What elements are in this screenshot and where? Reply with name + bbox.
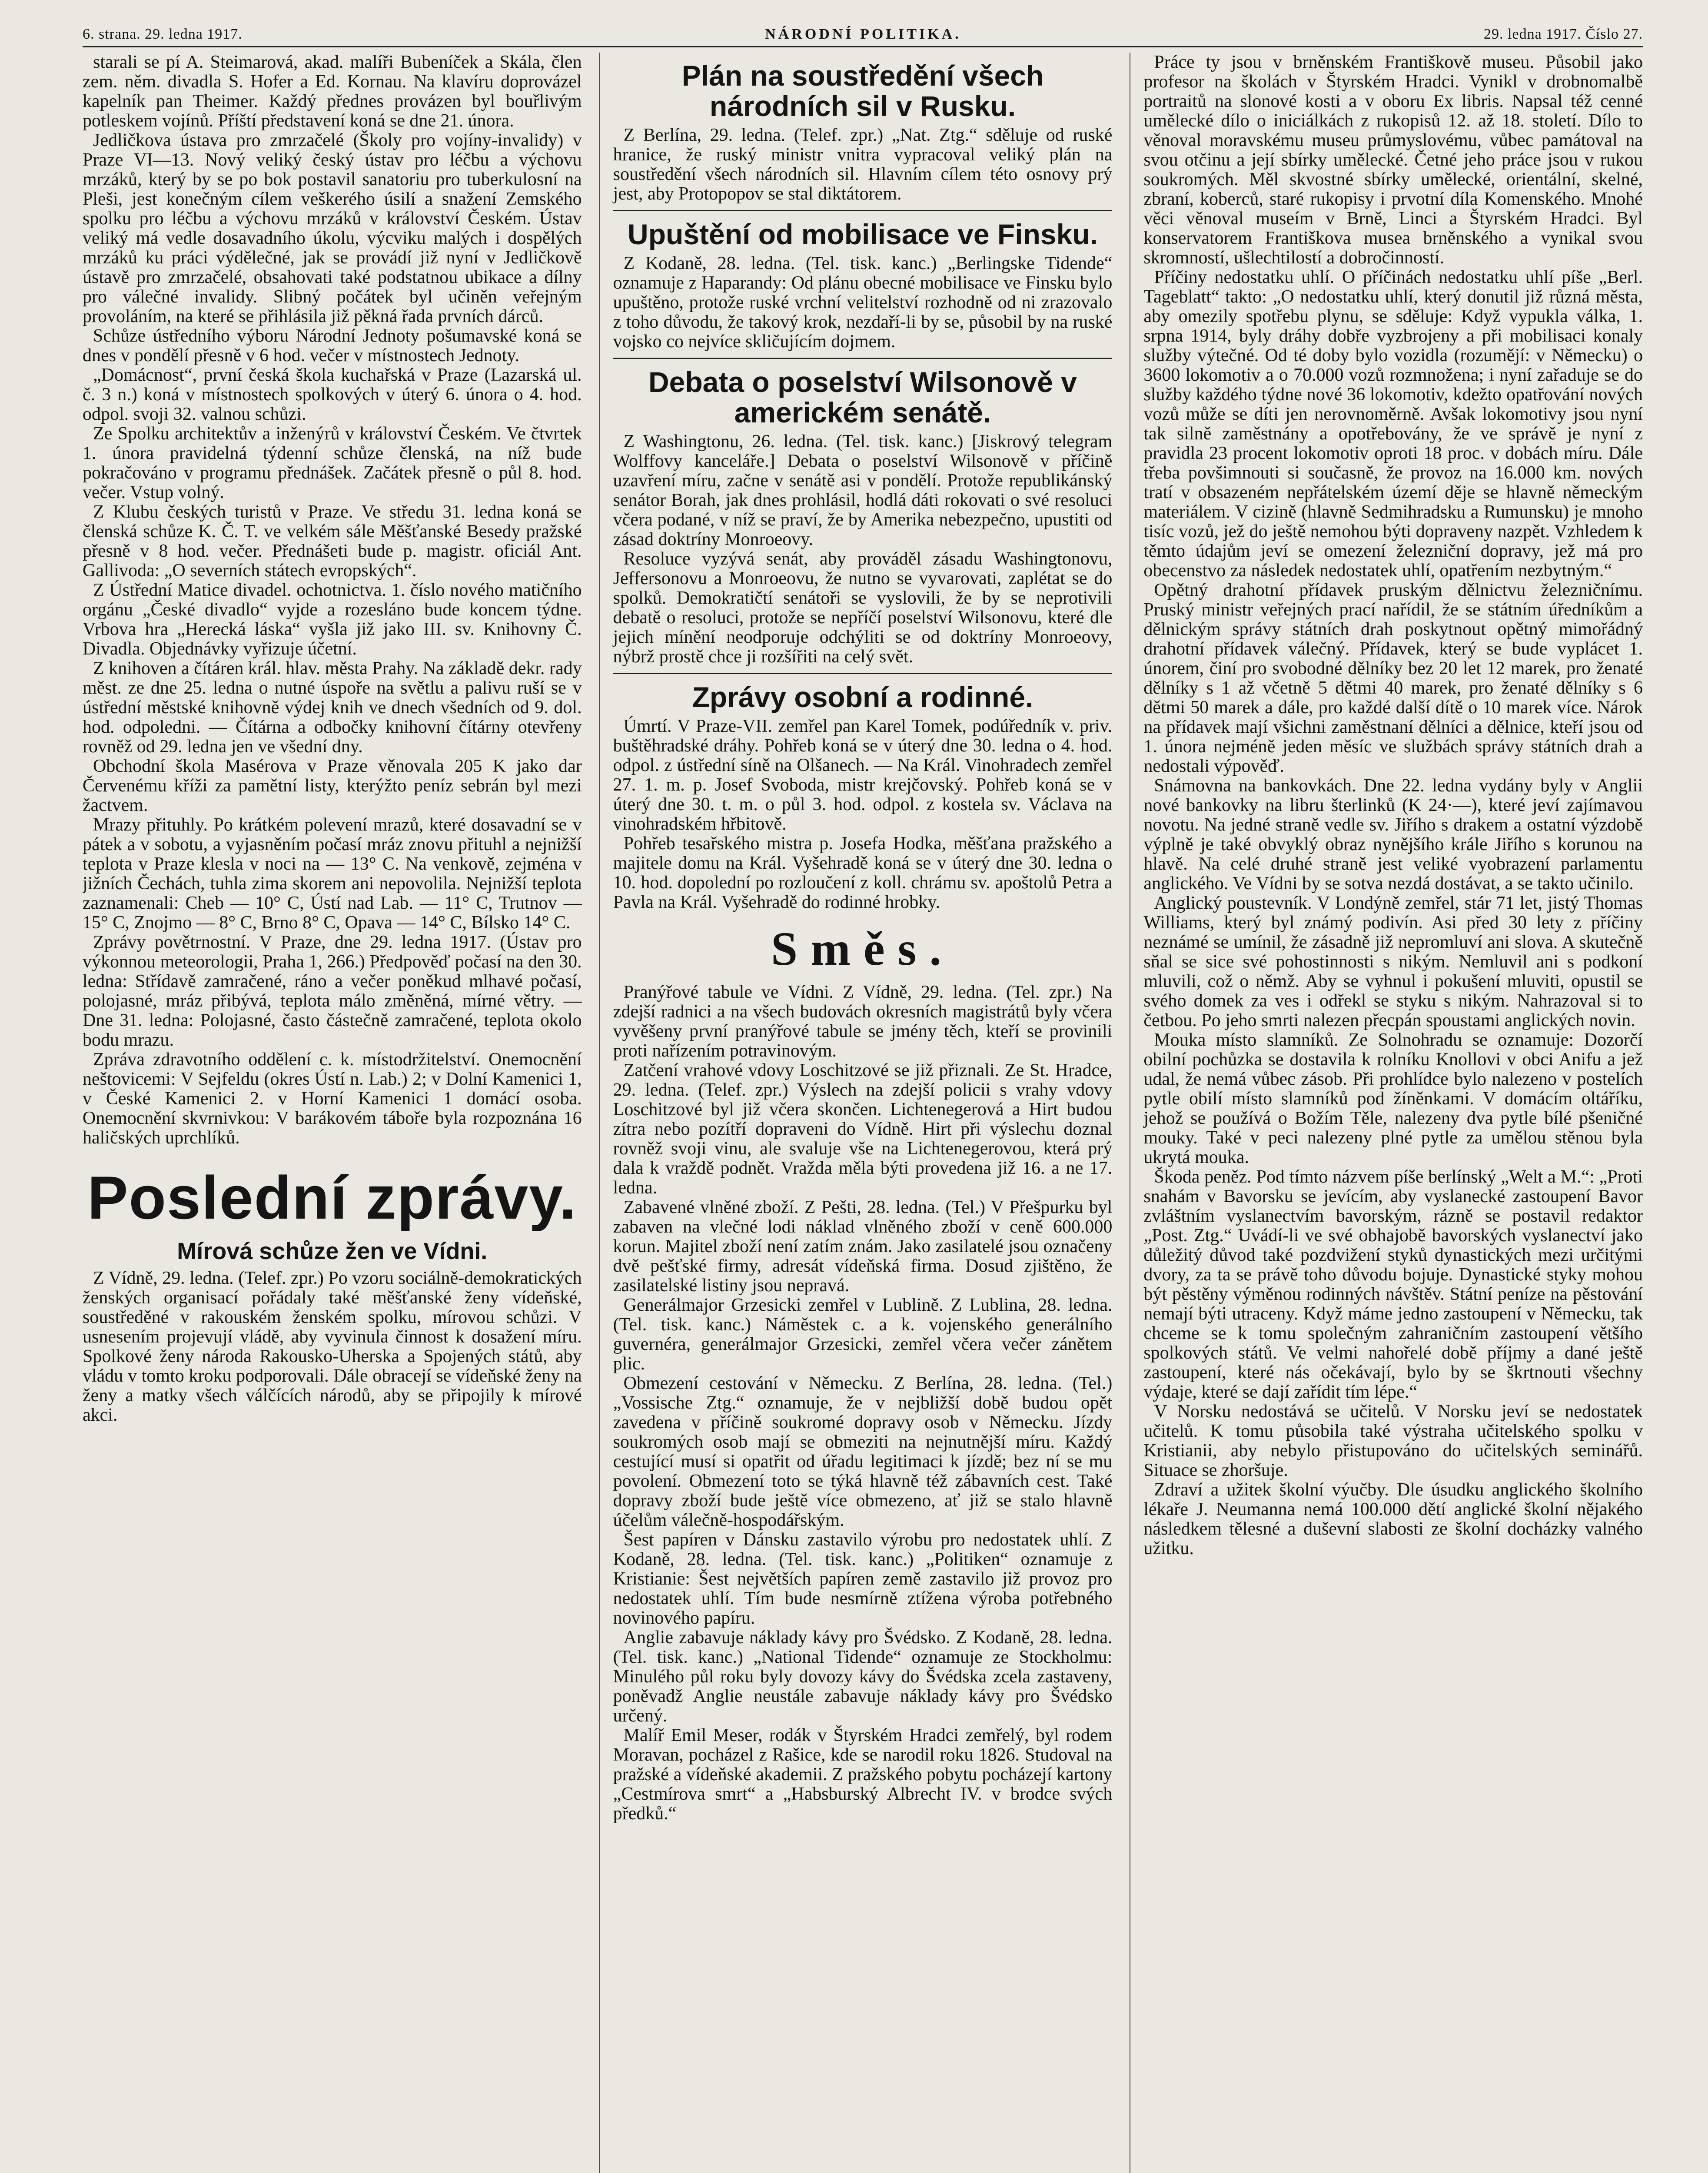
article-paragraph: Z knihoven a čítáren král. hlav. města Prahy. Na základě dekr. rady měst. ze dne 25. ledna o nutné úspoře na světlu a palivu ruší se v ústřední městské knihovně výdej knih ve dnech všedních od 9. dol. hod. odpoledni. — Čítárna a odbočky knihovní čítárny otevřeny rovněž od 29. ledna jen ve všední dny. — [83, 658, 582, 757]
article-paragraph: Mrazy přituhly. Po krátkém polevení mrazů, které dosavadní se v pátek a v sobotu, a vyjasněním počasí mráz znovu přituhl a nejnižší teplota v Praze klesla v noci na — 13° C. Na venkově, zejména v jižních Čechách, tuhla zima skorem ani nepovolila. Nejnižší teplota zaznamenali: Cheb — 10° C, Ústí nad Lab. — 11° C, Trutnov — 15° C, Znojmo — 8° C, Brno 8° C, Opava — 14° C, Bílsko 14° C. — [83, 815, 582, 933]
article-paragraph: Obchodní škola Masérova v Praze věnovala 205 K jako dar Červenému kříži za pamětní listy, kterýžto peníz sebrán byl mezi žactvem. — [83, 756, 582, 815]
article-paragraph: Úmrtí. V Praze-VII. zemřel pan Karel Tomek, podúředník v. priv. buštěhradské dráhy. Pohřeb koná se v úterý dne 30. ledna o 4. hod. odpol. z ústřední síně na Olšanech. — Na Král. Vinohradech zemřel 27. 1. m. p. Josef Svoboda, mistr krejčovský. Pohřeb koná se v úterý dne 30. t. m. o půl 3. hod. odpol. z kostela sv. Václava na vinohradském hřbitově. — [613, 716, 1113, 834]
article-paragraph: starali se pí A. Steimarová, akad. malíři Bubeníček a Skála, člen zem. něm. divadla S. Hofer a Ed. Kornau. Na klavíru doprovázel kapelník pan Theimer. Každý přednes provázen byl bouřlivým potleskem vojínů. Příští představení koná se dne 21. února. — [83, 53, 582, 131]
divider — [613, 358, 1113, 359]
section-heading-personal-news: Zprávy osobní a rodinné. — [692, 681, 1033, 713]
issue-number-date: 29. ledna 1917. Číslo 27. — [1484, 26, 1643, 42]
article-paragraph: Práce ty jsou v brněnském Františkově museu. Působil jako profesor na školách v Štyrském Hradci. Vynikl v drobnomalbě portraitů na slonové kosti a v oboru Ex libris. Napsal též cenné umělecké dílo o iniciálkách z rukopisů 12. až 18. století. Dílo to věnoval moravskému museu průmyslovému, vůbec památoval na svou otčinu a její sbírky umělecké. Četné jeho práce jsou v rukou soukromých. Měl skvostné sbírky umělecké, orientální, skelné, zbraní, koberců, staré rukopisy i prvotní díla Komenského. Mnohé věci věnoval museím v Brně, Linci a Štyrském Hradci. Byl konservatorem Františkova musea brněnského a vynikal svou skromností, ušlechtilostí a dobročinností. — [1143, 53, 1643, 268]
article-paragraph: Generálmajor Grzesicki zemřel v Lublině. Z Lublina, 28. ledna. (Tel. tisk. kanc.) Náměstek c. a k. vojenského generálního guvernéra, generálmajor Grzesicki, zemřel včera večer zánětem plic. — [613, 1295, 1113, 1374]
article-paragraph: Z Berlína, 29. ledna. (Telef. zpr.) „Nat. Ztg.“ sděluje od ruské hranice, že ruský ministr vnitra vypracoval veliký plán na soustředění všech národních sil. Hlavním cílem této osnovy prý jest, aby Protopopov se stal diktátorem. — [613, 125, 1113, 204]
article-paragraph: Schůze ústředního výboru Národní Jednoty pošumavské koná se dnes v pondělí přesně v 6 hod. večer v místnostech Jednoty. — [83, 326, 582, 365]
article-paragraph: Ze Spolku architektův a inženýrů v království Českém. Ve čtvrtek 1. února pravidelná týdenní schůze členská, na níž bude pokračováno v programu přednášek. Začátek přesně o půl 8. hod. večer. Vstup volný. — [83, 424, 582, 502]
article-paragraph: Z Ústřední Matice divadel. ochotnictva. 1. číslo nového matičního orgánu „České divadlo“ vyjde a rozesláno bude koncem týdne. Vrbova hra „Herecká láska“ vyšla již jako III. sv. Knihovny Č. Divadla. Objednávky vyřizuje účetní. — [83, 580, 582, 659]
column-3 — [1130, 53, 1643, 2173]
article-paragraph: Mouka místo slamníků. Ze Solnohradu se oznamuje: Dozorčí obilní pochůzka se dostavila k rolníku Knollovi v obci Anifu a jež udal, že nemá vůbec zásob. Při prohlídce bylo nalezeno v postelích pytle obilí místo slamníků pod žíněnkami. V domácím oltáříku, jehož se používá o Božím Těle, nalezeny dva pytle bílé pšeničné mouky. Také v peci nalezeny plné pytle za umělou stěnou byla ukrytá mouka. — [1143, 1030, 1643, 1167]
article-paragraph: Anglický poustevník. V Londýně zemřel, stár 71 let, jistý Thomas Williams, který byl známý podivín. Asi před 30 lety z příčiny neznámé se umínil, že zásadně již nepromluví ani slova. A skutečně sňal se sice své pohostinnosti s nikým. Nemluvil ani s podkoní mluvili, což o němž. Aby se vyhnul i pokušení mluviti, opustil se svého domek za ves i odřekl se styku s nikým. Nahrazoval si to četbou. Po jeho smrti nalezen přecpán spoustami anglických novin. — [1143, 893, 1643, 1030]
article-paragraph: Opětný drahotní přídavek pruským dělnictvu železničnímu. Pruský ministr veřejných prací nařídil, že se státním úředníkům a dělnickým správy státních drah poskytnout opětný mimořádný drahotní přídavek válečný. Přídavek, který se bude vyplácet 1. únorem, činí pro svobodné dělníky bez 20 let 12 marek, pro ženaté dělníky s 1 až včetně 5 dětmi 40 marek, pro ženaté dělníky s 6 dětmi 50 marek a dále, pro každé další dítě o 10 marek více. Nárok na přídavek mají všichni zaměstnaní dělníci a dělnice, kteří jsou od 1. února nejméně jeden měsíc ve službách správy státních drah a nedostali výpověď. — [1143, 580, 1643, 776]
divider — [613, 673, 1113, 674]
article-paragraph: Šest papíren v Dánsku zastavilo výrobu pro nedostatek uhlí. Z Kodaně, 28. ledna. (Tel. tisk. kanc.) „Politiken“ oznamuje z Kristianie: Šest největších papíren země zastavilo již provoz pro nedostatek uhlí. Tím bude nesmírně ztížena výroba potřebného novinového papíru. — [613, 1530, 1113, 1628]
article-paragraph: Zdraví a užitek školní výučby. Dle úsudku anglického školního lékaře J. Neumanna nemá 100.000 dětí anglické školní nějakého následkem tělesné a duševní slabosti ze školní docházky valného užitku. — [1143, 1480, 1643, 1558]
article-paragraph: Škoda peněz. Pod tímto názvem píše berlínský „Welt a M.“: „Proti snahám v Bavorsku se jevícím, aby vyslanecké zastoupení Bavor zvláštním vyslanectvím bavorským, rázně se postavil redaktor „Post. Ztg.“ Uvádí-li ve své obhajobě bavorských vyslanectví jako důležitý důvod také pozdvižení styků dynastických mezi určitými dvory, za ta se právě toho důvodu bojuje. Dynastické styky mohou být pěstěny výměnou rodinných návštěv. Státní peníze na pěstování nemají býti utraceny. Když máme jedno zastoupení v Německu, tak chceme se k tomu společným zahraničním zastoupení většího spolkových států. Ve velmi nahořelé době příjmy a dané ještě zastoupení, které nás očekávají, bylo by se škrtnouti všechny výdaje, které se dají zařídit tím lépe.“ — [1143, 1167, 1643, 1402]
article-headline: Mírová schůze žen ve Vídni. — [177, 1238, 488, 1264]
article-headline: Debata o poselství Wilsonově v americkém senátě. — [648, 366, 1077, 429]
article-headline: Upuštění od mobilisace ve Finsku. — [628, 218, 1098, 250]
article-paragraph: Resoluce vyzývá senát, aby prováděl zásadu Washingtonovu, Jeffersonovu a Monroeovu, že nutno se vyvarovati, zaplétat se do spolků. Demokratičtí senátoři se vyslovili, že by se neprotivili debatě o resoluci, protože se nepříčí poselství Wilsonovu, které dle jejich mínění neodporuje odchýliti se od doktríny Monroeovy, nýbrž prostě chce ji rozšířiti na celý svět. — [613, 549, 1113, 667]
column-1 — [83, 53, 582, 2173]
section-heading-latest-news: Poslední zprávy. — [87, 1163, 577, 1232]
article-paragraph: Zprávy povětrnostní. V Praze, dne 29. ledna 1917. (Ústav pro výkonnou meteorologii, Praha 1, 266.) Předpověď počasí na den 30. ledna: Střídavě zamračené, ráno a večer poněkud mlhavé počasí, polojasné, mráz přibývá, teplota málo změněná, mírné větry. — Dne 31. ledna: Polojasné, často částečně zamračené, teplota okolo bodu mrazu. — [83, 932, 582, 1050]
article-paragraph: Pohřeb tesařského mistra p. Josefa Hodka, měšťana pražského a majitele domu na Král. Vyšehradě koná se v úterý dne 30. ledna o 10. hod. dopolední po rozloučení z koll. chrámu sv. apoštolů Petra a Pavla na Král. Vyšehradě do rodinné hrobky. — [613, 834, 1113, 912]
article-paragraph: V Norsku nedostává se učitelů. V Norsku jeví se nedostatek učitelů. K tomu působila také výstraha učitelského spolku v Kristianii, aby nebylo přistupováno do učitelských seminářů. Situace se zhoršuje. — [1143, 1402, 1643, 1480]
article-paragraph: Z Vídně, 29. ledna. (Telef. zpr.) Po vzoru sociálně-demokratických ženských organisací pořádaly také měšťanské ženy vídeňské, soustředěné v rakouském ženském spolku, mírovou schůzi. V usnesením projevují vládě, aby vyvinula činnost k dosažení míru. Spolkové ženy národa Rakousko-Uherska a Spojených států, aby vládu v tomto kroku podporovali. Dále obracejí se vídeňské ženy na ženy a matky všech válčících národů, aby se připojily k mírové akci. — [83, 1268, 582, 1425]
article-paragraph: „Domácnost“, první česká škola kuchařská v Praze (Lazarská ul. č. 3 n.) koná v místnostech spolkových v úterý 6. února o 4. hod. odpol. svoji 32. valnou schůzi. — [83, 365, 582, 424]
article-paragraph: Jedličkova ústava pro zmrzačelé (Školy pro vojíny-invalidy) v Praze VI—13. Nový veliký český ústav pro léčbu a výchovu mrzáků, který by se po bok postavil sanatoriu pro tuberkulosní na Pleši, jest konečným cílem veškerého úsilí a snažení Zemského spolku pro léčbu a výchovu mrzáků v království Českém. Ústav veliký má vedle dosavadního úkolu, výcviku malých i dospělých mrzáků ku práci výdělečné, jak se provádí již nyní v Jedličkově ústavě pro zmrzačelé, obsahovati také podstatnou ubikace a dílny pro válečné invalidy. Slibný počátek byl učiněn veřejným provoláním, na které se přihlásila již pěkná řada prvních dárců. — [83, 130, 582, 326]
running-head — [83, 26, 1643, 47]
article-paragraph: Malíř Emil Meser, rodák v Štyrském Hradci zemřelý, byl rodem Moravan, pocházel z Rašice, kde se narodil roku 1826. Studoval na pražské a vídeňské akademii. Z pražského pobytu pocházejí kartony „Cestmírova smrt“ a „Habsburský Albrecht IV. v brodce svých předků.“ — [613, 1725, 1113, 1824]
article-paragraph: Anglie zabavuje náklady kávy pro Švédsko. Z Kodaně, 28. ledna. (Tel. tisk. kanc.) „National Tidende“ oznamuje ze Stockholmu: Minulého půl roku byly dovozy kávy do Švédska zcela zastaveny, poněvadž Anglie neustále zabavuje náklady kávy pro Švédsko určený. — [613, 1628, 1113, 1726]
article-paragraph: Z Kodaně, 28. ledna. (Tel. tisk. kanc.) „Berlingske Tidende“ oznamuje z Haparandy: Od plánu obecné mobilisace ve Finsku bylo upuštěno, protože ruské vrchní velitelství rozhodně od ni zrazovalo z toho důvodu, že takový krok, nezdaří-li by se, působil by na ruské vojsko co nejvíce skličujícím dojmem. — [613, 253, 1113, 352]
article-paragraph: Obmezení cestování v Německu. Z Berlína, 28. ledna. (Tel.) „Vossische Ztg.“ oznamuje, že v nejbližší době budou opět zavedena v příčině soukromé dopravy osob v Německu. Jízdy soukromých osob mají se obmeziti na nejnutnější míru. Každý cestující musí si opatřit od úřadu legitimaci k jízdě; bez ní se mu povolení. Obmezení toto se týká hlavně též zábavních cest. Také dopravy zboží bude ještě více obmezeno, ať již se stalo hlavně účelům válečně-hospodářským. — [613, 1373, 1113, 1530]
article-paragraph: Zpráva zdravotního oddělení c. k. místodržitelství. Onemocnění neštovicemi: V Sejfeldu (okres Ústí n. Lab.) 2; v Dolní Kamenici 1, v České Kamenici 2. v Horní Kamenici 1 domácí osoba. Onemocnění skvrnivkou: V barákovém táboře byla rozpoznána 16 haličských uprchlíků. — [83, 1050, 582, 1148]
page-number-date: 6. strana. 29. ledna 1917. — [83, 26, 243, 42]
article-paragraph: Z Washingtonu, 26. ledna. (Tel. tisk. kanc.) [Jiskrový telegram Wolffovy kanceláře.] Debata o poselství Wilsonově v příčině uzavření míru, začne v senátě asi v pondělí. Protože republikánský senátor Borah, jak dnes prohlásil, hodlá dáti rokovati o své resoluci včera podané, v níž se praví, že by Amerika nebezpečno, upustiti od zásad doktríny Monroeovy. — [613, 432, 1113, 549]
article-paragraph: Zatčení vrahové vdovy Loschitzové se již přiznali. Ze St. Hradce, 29. ledna. (Telef. zpr.) Výslech na zdejší policii s vrahy vdovy Loschitzové byl již včera skončen. Lichtenegerová a Hirt budou zítra nebo pozítří dopraveni do Vídně. Hirt při výslechu doznal rovněž svoji vinu, ale svaluje vše na Lichtenegerovou, která prý dala k vraždě podnět. Vražda měla býti provedena již 16. a ne 17. ledna. — [613, 1060, 1113, 1198]
section-heading-miscellany: Směs. — [771, 922, 954, 975]
masthead-title: NÁRODNÍ POLITIKA. — [765, 26, 961, 42]
article-headline: Plán na soustředění všech národních sil v Rusku. — [681, 60, 1044, 122]
article-paragraph: Pranýřové tabule ve Vídni. Z Vídně, 29. ledna. (Tel. zpr.) Na zdejší radnici a na všech budovách okresních magistrátů byly včera vyvěšeny první pranýřové tabule se jmény těch, kteří se provinili proti nařízením potravinovým. — [613, 982, 1113, 1061]
article-paragraph: Z Klubu českých turistů v Praze. Ve středu 31. ledna koná se členská schůze K. Č. T. ve velkém sále Měšťanské Besedy pražské přesně v 8 hod. večer. Přednášeti bude p. magistr. oficiál Ant. Gallivoda: „O severních státech evropských“. — [83, 502, 582, 581]
divider — [613, 210, 1113, 211]
article-paragraph: Snámovna na bankovkách. Dne 22. ledna vydány byly v Anglii nové bankovky na libru šterlinků (K 24·—), které jeví zajímavou novotu. Na jedné straně vedle sv. Jiřího s drakem a ostatní výzdobě výplně je také obvyklý obraz nynějšího krále Jiřího s korunou na hlavě. Na celé druhé straně jest veliké vyobrazení parlamentu anglického. Ve Vídni by se sotva nezdá dostávat, a se takto učinilo. — [1143, 776, 1643, 894]
column-2 — [599, 53, 1113, 2173]
article-paragraph: Příčiny nedostatku uhlí. O příčinách nedostatku uhlí píše „Berl. Tageblatt“ takto: „O nedostatku uhlí, který donutil již různá města, aby omezily spotřebu plynu, se sděluje: Když vypukla válka, 1. srpna 1914, byly dráhy dobře vyzbrojeny a při mobilisaci konaly služby výtečné. Od té doby bylo vozidla (rozumějí: v Německu) o 3600 lokomotiv a o 70.000 vozů rozmnožena; i nyní zařaduje se do služby každého týdne nové 36 lokomotiv, kdežto opatřování nových vozů může se díti jen nerovnoměrně. Avšak lokomotivy jsou nyní tak silně zaměstnány a opotřebovány, že ve správě je nyní z pravidla 23 procent lokomotiv oproti 18 proc. v dobách míru. Dále třeba povšimnouti si současně, že provoz na 16.000 km. nových tratí v obsazeném nepřátelském území děje se hlavně německým materiálem. V cizině (hlavně Sedmihradsku a Rumunsku) je mnoho tisíc vozů, jež do ještě nemohou býti dopraveny nazpět. Vzhledem k těmto údajům jeví se omezení železniční dopravy, jež má pro obecenstvo za následek nedostatek uhlí, opatřením nezbytným.“ — [1143, 267, 1643, 581]
article-paragraph: Zabavené vlněné zboží. Z Pešti, 28. ledna. (Tel.) V Přešpurku byl zabaven na vlečné lodi náklad vlněného zboží v ceně 600.000 korun. Majitel zboží není zatím znám. Jako zasilatelé jsou označeny dvě pešťské firmy, adresát vídeňská firma. Dosud zjištěno, že zasilatelské listiny jsou nepravá. — [613, 1197, 1113, 1296]
columns — [83, 53, 1643, 2173]
